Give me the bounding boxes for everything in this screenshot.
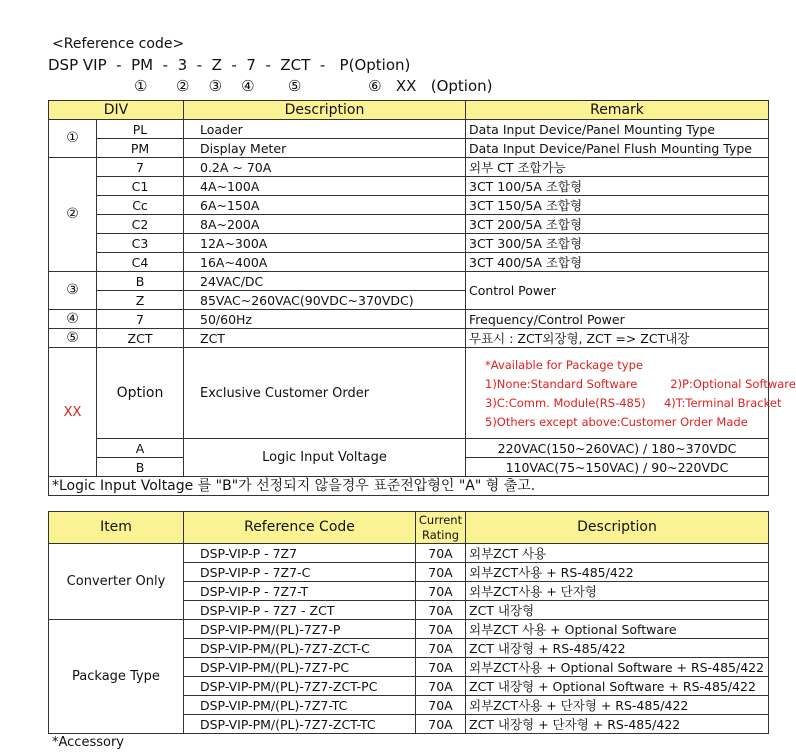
remark-cell: 3CT 150/5A 조합형 [466,196,769,215]
code-cell: ZCT [97,329,184,348]
option-remark-line: 1)None:Standard Software 2)P:Optional Software [485,377,796,391]
current-cell: 70A [416,620,466,639]
table-row [49,196,769,215]
table-row [49,158,769,177]
current-cell: 70A [416,563,466,582]
table-header-row [49,101,769,120]
code-cell: 7 [97,310,184,329]
table-row [49,544,769,563]
reference-code-cell: DSP-VIP-PM/(PL)-7Z7-ZCT-TC [184,715,416,734]
code-cell: A [97,439,184,458]
ordering-table [48,511,769,734]
reference-code-positions: ① ② ③ ④ ⑤ ⑥ XX (Option) [134,77,493,95]
remark-cell: Frequency/Control Power [466,310,769,329]
table-row [49,310,769,329]
table-row [49,120,769,139]
current-cell: 70A [416,677,466,696]
current-cell: 70A [416,639,466,658]
div-symbol: ① [49,120,97,158]
description-cell: ZCT 내장형 [466,601,769,620]
current-cell: 70A [416,601,466,620]
code-cell: C2 [97,215,184,234]
description-cell: ZCT 내장형 + 단자형 + RS-485/422 [466,715,769,734]
description-cell: 0.2A ~ 70A [184,158,466,177]
header-div: DIV [49,101,184,120]
description-cell: ZCT 내장형 + RS-485/422 [466,639,769,658]
description-cell: 12A~300A [184,234,466,253]
header-current-rating: Current Rating [416,512,466,544]
remark-cell: Control Power [466,272,769,310]
description-cell: ZCT 내장형 + Optional Software + RS-485/422 [466,677,769,696]
table-row [49,477,769,496]
description-cell: 6A~150A [184,196,466,215]
description-cell: 외부ZCT 사용 + Optional Software [466,620,769,639]
reference-code-cell: DSP-VIP-P - 7Z7-T [184,582,416,601]
description-cell: 8A~200A [184,215,466,234]
footnote: *Logic Input Voltage 를 "B"가 선정되지 않을경우 표준전압형인 "A" 형 출고. [49,477,769,496]
header-reference-code: Reference Code [184,512,416,544]
option-remark-line: *Available for Package type [485,358,643,372]
code-definition-table [48,100,796,496]
reference-code-title: <Reference code> [52,36,185,52]
code-cell: PL [97,120,184,139]
description-cell: 외부ZCT사용 + 단자형 [466,582,769,601]
accessory-label: *Accessory [52,735,124,750]
table-row [49,348,769,439]
remark-cell: 외부 CT 조합가능 [466,158,769,177]
description-cell: 외부ZCT사용 + Optional Software + RS-485/422 [466,658,769,677]
table-row [49,234,769,253]
reference-code-cell: DSP-VIP-PM/(PL)-7Z7-TC [184,696,416,715]
table-header-row [49,512,769,544]
description-cell: Loader [184,120,466,139]
remark-cell: 110VAC(75~150VAC) / 90~220VDC [466,458,769,477]
description-cell: Logic Input Voltage [184,439,466,477]
table-row [49,253,769,272]
reference-code-cell: DSP-VIP-P - 7Z7-C [184,563,416,582]
remark-cell: Data Input Device/Panel Flush Mounting Type [466,139,769,158]
current-cell: 70A [416,715,466,734]
description-cell: 4A~100A [184,177,466,196]
current-cell: 70A [416,696,466,715]
header-item: Item [49,512,184,544]
header-description: Description [466,512,769,544]
remark-cell: 220VAC(150~260VAC) / 180~370VDC [466,439,769,458]
code-cell: Z [97,291,184,310]
table-row [49,439,769,458]
item-cell: Package Type [49,620,184,734]
remark-cell: 3CT 100/5A 조합형 [466,177,769,196]
reference-code-cell: DSP-VIP-PM/(PL)-7Z7-P [184,620,416,639]
reference-code-pattern: DSP VIP - PM - 3 - Z - 7 - ZCT - P(Option) [48,56,411,74]
div-symbol: ③ [49,272,97,310]
header-description: Description [184,101,466,120]
remark-cell: 무표시 : ZCT외장형, ZCT => ZCT내장 [466,329,769,348]
option-remark-cell [466,348,796,439]
code-cell: C1 [97,177,184,196]
description-cell: 외부ZCT사용 + 단자형 + RS-485/422 [466,696,769,715]
table-row [49,272,769,291]
option-remark-line: 5)Others except above:Customer Order Made [485,415,748,429]
header-remark: Remark [466,101,769,120]
table-row [49,329,769,348]
item-cell: Converter Only [49,544,184,620]
reference-code-cell: DSP-VIP-PM/(PL)-7Z7-ZCT-PC [184,677,416,696]
table-row [49,177,769,196]
code-cell: Cc [97,196,184,215]
code-cell: C3 [97,234,184,253]
code-cell: PM [97,139,184,158]
description-cell: 외부ZCT사용 + RS-485/422 [466,563,769,582]
description-cell: Display Meter [184,139,466,158]
div-symbol: ⑤ [49,329,97,348]
reference-code-cell: DSP-VIP-PM/(PL)-7Z7-PC [184,658,416,677]
current-cell: 70A [416,582,466,601]
remark-cell: 3CT 300/5A 조합형 [466,234,769,253]
remark-cell: 3CT 200/5A 조합형 [466,215,769,234]
div-symbol: ② [49,158,97,272]
code-cell: B [97,458,184,477]
description-cell: ZCT [184,329,466,348]
table-row [49,139,769,158]
table-row [49,215,769,234]
code-cell: 7 [97,158,184,177]
code-cell: C4 [97,253,184,272]
reference-code-cell: DSP-VIP-P - 7Z7 [184,544,416,563]
div-symbol: XX [49,348,97,477]
remark-cell: 3CT 400/5A 조합형 [466,253,769,272]
code-cell: Option [97,348,184,439]
reference-code-cell: DSP-VIP-PM/(PL)-7Z7-ZCT-C [184,639,416,658]
code-cell: B [97,272,184,291]
description-cell: 16A~400A [184,253,466,272]
table-row [49,620,769,639]
reference-code-cell: DSP-VIP-P - 7Z7 - ZCT [184,601,416,620]
description-cell: 외부ZCT 사용 [466,544,769,563]
option-remark-line: 3)C:Comm. Module(RS-485) 4)T:Terminal Bracket [485,396,782,410]
description-cell: 24VAC/DC [184,272,466,291]
description-cell: Exclusive Customer Order [184,348,466,439]
remark-cell: Data Input Device/Panel Mounting Type [466,120,769,139]
description-cell: 85VAC~260VAC(90VDC~370VDC) [184,291,466,310]
description-cell: 50/60Hz [184,310,466,329]
current-cell: 70A [416,544,466,563]
current-cell: 70A [416,658,466,677]
div-symbol: ④ [49,310,97,329]
